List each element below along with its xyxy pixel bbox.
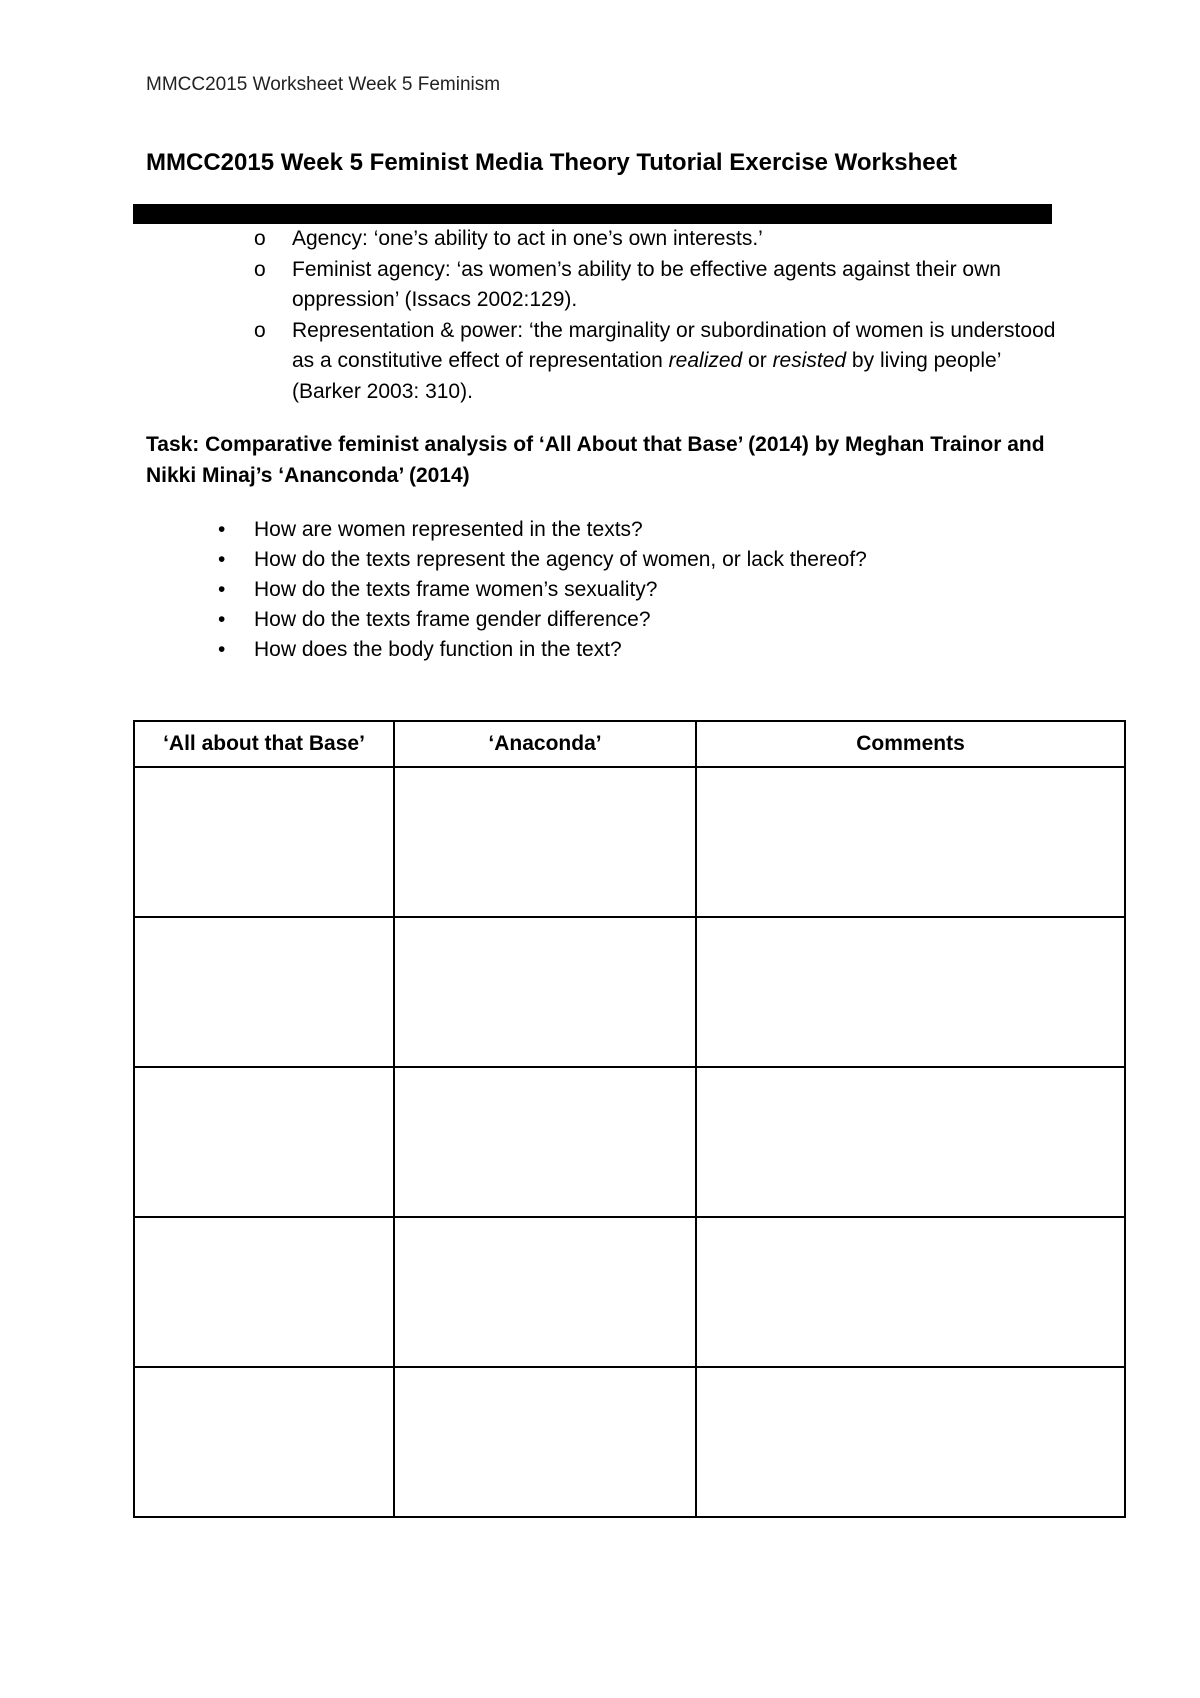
- blank-cell[interactable]: [696, 1367, 1125, 1517]
- question-text: How do the texts represent the agency of women, or lack thereof?: [254, 548, 867, 571]
- blank-cell[interactable]: [696, 767, 1125, 917]
- blank-cell[interactable]: [394, 1367, 696, 1517]
- running-header: MMCC2015 Worksheet Week 5 Feminism: [146, 74, 501, 95]
- blank-cell[interactable]: [696, 1067, 1125, 1217]
- definition-text: Feminist agency: ‘as women’s ability to be effective agents against their own oppression’ (Issacs 2002:129).: [292, 257, 1001, 311]
- question-text: How are women represented in the texts?: [254, 518, 643, 541]
- definition-text: Agency: ‘one’s ability to act in one’s own interests.’: [292, 227, 763, 250]
- blank-cell[interactable]: [394, 917, 696, 1067]
- blank-cell[interactable]: [134, 767, 394, 917]
- blank-cell[interactable]: [134, 1067, 394, 1217]
- title-divider-bar: [133, 204, 1052, 224]
- list-item: [214, 635, 1014, 665]
- blank-cell[interactable]: [696, 1217, 1125, 1367]
- questions-list: [214, 515, 1014, 665]
- bullet-icon: •: [218, 638, 226, 661]
- definition-text-part: or: [742, 349, 773, 372]
- definition-item-feminist-agency: [254, 255, 1074, 316]
- list-item: [214, 545, 1014, 575]
- blank-cell[interactable]: [394, 1067, 696, 1217]
- blank-cell[interactable]: [394, 767, 696, 917]
- column-header-comments: Comments: [696, 721, 1125, 767]
- definition-text-part: by living people’ (Barker 2003: 310).: [292, 349, 1001, 403]
- definitions-list: [254, 224, 1074, 407]
- question-text: How does the body function in the text?: [254, 638, 622, 661]
- bullet-icon: •: [218, 578, 226, 601]
- hollow-bullet-icon: o: [254, 227, 266, 250]
- bullet-icon: •: [218, 518, 226, 541]
- table-row: [134, 1217, 1125, 1367]
- table-row: [134, 1067, 1125, 1217]
- blank-cell[interactable]: [696, 917, 1125, 1067]
- column-header-anaconda: ‘Anaconda’: [394, 721, 696, 767]
- analysis-table: [133, 720, 1126, 1518]
- table-row: [134, 917, 1125, 1067]
- task-heading: Task: Comparative feminist analysis of ‘All About that Base’ (2014) by Meghan Trainor and Nikki Minaj’s ‘Ananconda’ (2014): [146, 433, 1045, 487]
- column-header-all-about-that-base: ‘All about that Base’: [134, 721, 394, 767]
- bullet-icon: •: [218, 608, 226, 631]
- definition-item-representation-power: [254, 316, 1074, 408]
- document-title: MMCC2015 Week 5 Feminist Media Theory Tutorial Exercise Worksheet: [146, 149, 957, 176]
- definition-emphasis: resisted: [772, 349, 847, 372]
- table-row: [134, 1367, 1125, 1517]
- bullet-icon: •: [218, 548, 226, 571]
- definition-emphasis: realized: [668, 349, 743, 372]
- hollow-bullet-icon: o: [254, 257, 266, 281]
- blank-cell[interactable]: [134, 917, 394, 1067]
- definition-item-agency: [254, 224, 1074, 255]
- hollow-bullet-icon: o: [254, 318, 266, 342]
- blank-cell[interactable]: [134, 1217, 394, 1367]
- definition-text-part: Representation & power: ‘the marginality or subordination of women is understood as a constitutive effect of representation: [292, 318, 1056, 372]
- list-item: [214, 515, 1014, 545]
- question-text: How do the texts frame women’s sexuality?: [254, 578, 658, 601]
- table-header-row: [134, 721, 1125, 767]
- list-item: [214, 575, 1014, 605]
- blank-cell[interactable]: [394, 1217, 696, 1367]
- blank-cell[interactable]: [134, 1367, 394, 1517]
- question-text: How do the texts frame gender difference?: [254, 608, 651, 631]
- list-item: [214, 605, 1014, 635]
- table-row: [134, 767, 1125, 917]
